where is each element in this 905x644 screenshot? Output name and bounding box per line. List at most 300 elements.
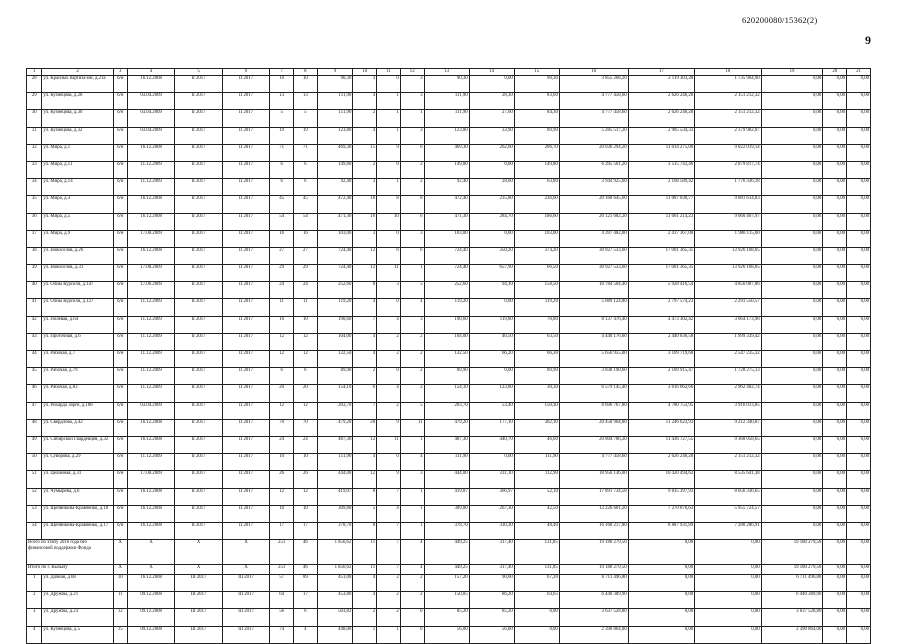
table-cell: 26	[270, 471, 294, 488]
table-cell: 11	[270, 299, 294, 316]
table-cell: 2 379 982,87	[695, 127, 761, 144]
table-cell: 2 626 246,28	[628, 93, 694, 110]
table-cell: 2	[400, 368, 424, 385]
table-cell: 09.12.2008	[127, 609, 174, 626]
table-cell: 0,00	[847, 127, 871, 144]
table-cell: 1	[400, 505, 424, 522]
table-cell: б/н	[113, 230, 127, 247]
table-cell: X	[222, 565, 269, 575]
table-cell: 17.08.2009	[127, 230, 174, 247]
table-cell: 251	[270, 540, 294, 565]
table-cell: 6	[400, 247, 424, 264]
table-cell: 0,00	[761, 76, 823, 93]
address-cell: ул. Мира, д.1	[42, 144, 113, 161]
table-cell: 66,30	[514, 351, 559, 368]
column-number: 4	[127, 69, 174, 76]
table-cell: 11.12.2009	[127, 179, 174, 196]
table-cell: II 2017	[175, 419, 222, 436]
address-cell: ул. Дружбы, д.21	[42, 592, 113, 609]
table-cell: 2 390 864,00	[761, 626, 823, 643]
table-cell: 6	[294, 161, 318, 178]
table-cell: 5	[294, 110, 318, 127]
address-cell: ул. Мира, д.11	[42, 161, 113, 178]
table-cell: 111,90	[317, 454, 353, 471]
address-cell: ул. Новоселов, д.31	[42, 265, 113, 282]
table-cell: II 2017	[175, 299, 222, 316]
table-cell: 4 440 176,00	[559, 333, 628, 350]
table-cell: 1 856,62	[317, 540, 353, 565]
table-cell: 10	[270, 505, 294, 522]
table-cell: 4	[353, 299, 377, 316]
table-cell: 0,00	[847, 316, 871, 333]
table-cell: 2	[400, 333, 424, 350]
table-cell: 9	[377, 471, 401, 488]
table-cell: 4	[353, 454, 377, 471]
table-cell: б/н	[113, 316, 127, 333]
table-cell: 1	[400, 110, 424, 127]
table-cell: 53,40	[469, 402, 514, 419]
table-cell: 111,90	[514, 454, 559, 471]
table-cell: 0,00	[761, 454, 823, 471]
table-cell: II 2017	[175, 505, 222, 522]
table-cell: 5	[270, 110, 294, 127]
table-cell: 46	[27, 385, 42, 402]
table-row	[27, 351, 871, 368]
table-cell: 158,50	[514, 282, 559, 299]
table-cell: 503,82	[317, 609, 353, 626]
table-cell: 33,90	[469, 127, 514, 144]
table-cell: 469,30	[317, 144, 353, 161]
table-cell: 150,85	[424, 592, 469, 609]
table-cell: б/н	[113, 282, 127, 299]
table-cell: 3	[400, 316, 424, 333]
table-cell: II 2017	[175, 247, 222, 264]
table-cell: 0	[377, 230, 401, 247]
table-cell: 84,30	[514, 110, 559, 127]
table-cell: 0,00	[695, 626, 761, 643]
table-cell: 33	[27, 161, 42, 178]
table-cell: X	[127, 540, 174, 565]
table-cell: 3 637 528,80	[559, 609, 628, 626]
table-cell: 0,00	[761, 505, 823, 522]
address-cell: ул. Кузнецова, д.32	[42, 127, 113, 144]
table-cell: 0,00	[847, 575, 871, 592]
table-cell: 3 515 743,46	[628, 161, 694, 178]
table-cell: X	[113, 565, 127, 575]
table-row	[27, 419, 871, 436]
table-cell: III 2017	[222, 609, 269, 626]
table-cell: 16.12.2008	[127, 575, 174, 592]
table-cell: 17.08.2009	[127, 471, 174, 488]
table-cell: 0,00	[823, 230, 847, 247]
table-cell: 4	[377, 316, 401, 333]
table-cell: 284,70	[469, 213, 514, 230]
address-cell: ул. Олны Курсели, д.147	[42, 282, 113, 299]
table-cell: 92,40	[424, 179, 469, 196]
table-cell: 0,00	[761, 247, 823, 264]
column-number: 9	[317, 69, 353, 76]
table-cell: б/н	[113, 454, 127, 471]
table-body	[27, 69, 871, 644]
table-cell: 0,00	[761, 471, 823, 488]
table-cell: 0,00	[761, 196, 823, 213]
table-cell: 0	[377, 368, 401, 385]
table-cell: 2 905 534,33	[628, 127, 694, 144]
table-cell: 0,00	[628, 575, 694, 592]
table-cell: 03.04.2009	[127, 93, 174, 110]
table-cell: 350,20	[469, 247, 514, 264]
column-number-row	[27, 69, 871, 76]
table-cell: 70	[294, 419, 318, 436]
table-cell: III 2017	[175, 626, 222, 643]
table-cell: 11	[377, 436, 401, 453]
table-cell: 27,60	[469, 110, 514, 127]
table-row	[27, 161, 871, 178]
table-cell: II 2017	[222, 419, 269, 436]
column-number: 11	[377, 69, 401, 76]
table-cell: 8	[353, 522, 377, 539]
table-cell: 0,00	[695, 540, 761, 565]
table-cell: 0,00	[823, 93, 847, 110]
table-cell: 0,00	[847, 265, 871, 282]
table-cell: 0	[377, 299, 401, 316]
table-cell: 302,10	[514, 419, 559, 436]
table-cell: 57	[270, 575, 294, 592]
table-cell: II 2017	[175, 282, 222, 299]
table-cell: 6 579 145,40	[559, 385, 628, 402]
table-cell: 4	[400, 565, 424, 575]
table-cell: 149,80	[317, 161, 353, 178]
table-cell: 131,85	[514, 540, 559, 565]
table-cell: 27	[294, 247, 318, 264]
table-cell: II 2017	[175, 471, 222, 488]
table-cell: 09.12.2008	[127, 626, 174, 643]
table-cell: II 2017	[222, 76, 269, 93]
table-cell: II 2017	[222, 385, 269, 402]
table-cell: 0,00	[628, 565, 694, 575]
table-cell: 0,00	[823, 110, 847, 127]
table-cell: 0,00	[761, 265, 823, 282]
table-row	[27, 247, 871, 264]
column-number: 12	[400, 69, 424, 76]
table-cell: 149,80	[514, 161, 559, 178]
table-cell: 0,00	[823, 368, 847, 385]
table-cell: 103,00	[424, 230, 469, 247]
table-cell: 6 711 496,80	[559, 575, 628, 592]
table-cell: 20 804 786,20	[559, 436, 628, 453]
table-cell: II 2017	[175, 265, 222, 282]
table-cell: 8 887 931,89	[628, 522, 694, 539]
table-cell: 3 838 190,60	[559, 368, 628, 385]
table-cell: 11	[353, 540, 377, 565]
table-cell: 0,00	[847, 213, 871, 230]
table-cell: 3	[377, 282, 401, 299]
table-cell: 4 777 458,60	[559, 454, 628, 471]
table-cell: 30,30	[514, 385, 559, 402]
table-cell: II 2017	[175, 76, 222, 93]
table-cell: 444,00	[317, 471, 353, 488]
table-cell: 6 440 389,90	[761, 592, 823, 609]
table-cell: 1 999 339,42	[695, 333, 761, 350]
table-cell: 8	[400, 196, 424, 213]
table-cell: 0,00	[823, 454, 847, 471]
table-cell: 203,70	[317, 402, 353, 419]
table-cell: 20 121 682,20	[559, 213, 628, 230]
table-cell: 30 927 533,60	[559, 265, 628, 282]
table-cell: 37	[27, 230, 42, 247]
table-cell: 1	[400, 522, 424, 539]
table-cell: 7	[377, 540, 401, 565]
table-cell: 0,00	[823, 127, 847, 144]
table-cell: III 2017	[175, 592, 222, 609]
table-cell: 2	[377, 402, 401, 419]
table-cell: 0,00	[469, 230, 514, 247]
table-row	[27, 299, 871, 316]
table-cell: II 2017	[222, 454, 269, 471]
table-cell: 317,40	[469, 540, 514, 565]
table-cell: 0,00	[847, 385, 871, 402]
table-cell: 0,00	[761, 110, 823, 127]
table-cell: 63,50	[514, 333, 559, 350]
table-cell: 3	[353, 76, 377, 93]
address-cell: ул. Рабочая, д.83	[42, 385, 113, 402]
table-cell: 89,90	[514, 368, 559, 385]
table-cell: 17	[294, 592, 318, 609]
table-cell: 2 547 235,32	[695, 351, 761, 368]
table-cell: 7	[353, 316, 377, 333]
table-cell: 11 061 214,23	[628, 213, 694, 230]
table-cell: 1	[353, 626, 377, 643]
table-cell: 8 056 336,65	[695, 488, 761, 505]
address-cell: ул. Мира, д.5	[42, 213, 113, 230]
table-cell: 10	[377, 213, 401, 230]
table-cell: 4	[294, 626, 318, 643]
table-cell: 16.12.2008	[127, 247, 174, 264]
table-cell: 20 458 964,80	[559, 419, 628, 436]
table-cell: 1	[377, 127, 401, 144]
table-cell: 111,90	[317, 93, 353, 110]
table-cell: 24	[294, 436, 318, 453]
table-cell: II 2017	[175, 368, 222, 385]
table-cell: 0,00	[823, 299, 847, 316]
table-cell: 0,00	[847, 522, 871, 539]
address-cell: ул. Свердлова, д.42	[42, 419, 113, 436]
table-cell: 85,20	[424, 609, 469, 626]
table-cell: 12	[294, 351, 318, 368]
table-cell: X	[175, 565, 222, 575]
table-cell: б/н	[113, 419, 127, 436]
table-cell: 89	[294, 575, 318, 592]
table-cell: 5 928 416,54	[628, 282, 694, 299]
table-row	[27, 505, 871, 522]
table-cell: 16.12.2008	[127, 488, 174, 505]
table-cell: 366,97	[469, 488, 514, 505]
table-cell: II 2017	[222, 299, 269, 316]
table-cell: X	[113, 540, 127, 565]
table-cell: 2 440 836,58	[628, 333, 694, 350]
address-cell: ул. Мира, д.3	[42, 196, 113, 213]
table-cell: 0,00	[469, 76, 514, 93]
table-cell: 132,50	[317, 351, 353, 368]
table-cell: 6 395 561,20	[559, 161, 628, 178]
table-cell: 0,00	[847, 196, 871, 213]
table-cell: II 2017	[222, 196, 269, 213]
table-cell: 0,00	[847, 333, 871, 350]
table-cell: 0,00	[514, 609, 559, 626]
table-cell: 177,10	[469, 419, 514, 436]
subtotal-row	[27, 565, 871, 575]
table-cell: 2 417 367,00	[628, 230, 694, 247]
table-cell: 13 926 168,05	[695, 265, 761, 282]
table-cell: 41	[27, 299, 42, 316]
table-cell: 3 616 662,66	[628, 385, 694, 402]
table-row	[27, 196, 871, 213]
table-cell: 8 696 767,80	[559, 402, 628, 419]
table-cell: 16.12.2008	[127, 76, 174, 93]
table-cell: б/н	[113, 333, 127, 350]
table-cell: 0,00	[823, 247, 847, 264]
table-cell: 11 436 727,55	[628, 436, 694, 453]
table-cell: 449,25	[424, 540, 469, 565]
table-cell: 6	[270, 161, 294, 178]
table-cell: 2	[353, 161, 377, 178]
table-cell: 24	[294, 282, 318, 299]
address-cell: ул. Кузнецова, д.30	[42, 110, 113, 127]
table-cell: 479,20	[317, 419, 353, 436]
table-cell: б/н	[113, 488, 127, 505]
table-cell: 4	[353, 333, 377, 350]
table-cell: 3 637 528,80	[761, 609, 823, 626]
table-cell: X	[175, 540, 222, 565]
table-cell: 16.12.2008	[127, 144, 174, 161]
table-cell: 104,00	[424, 333, 469, 350]
table-cell: II 2017	[222, 402, 269, 419]
table-cell: 0,00	[847, 368, 871, 385]
table-cell: 0,00	[761, 282, 823, 299]
table-cell: 5 955 724,57	[695, 505, 761, 522]
table-cell: 92,40	[317, 179, 353, 196]
table-cell: 35	[27, 196, 42, 213]
table-cell: II 2017	[222, 230, 269, 247]
table-cell: 440,70	[469, 436, 514, 453]
table-cell: 0,00	[761, 161, 823, 178]
table-cell: 111,90	[424, 93, 469, 110]
table-cell: 56,00	[424, 626, 469, 643]
table-cell: 0,00	[823, 144, 847, 161]
table-cell: 11.12.2009	[127, 454, 174, 471]
table-cell: 53	[27, 505, 42, 522]
table-row	[27, 265, 871, 282]
table-cell: 6	[294, 609, 318, 626]
table-cell: 17.06.2009	[127, 282, 174, 299]
table-cell: 206,70	[514, 144, 559, 161]
table-cell: 3 944 925,60	[559, 179, 628, 196]
table-cell: 1	[27, 575, 42, 592]
table-cell: 10	[270, 454, 294, 471]
table-cell: 16.12.2008	[127, 505, 174, 522]
table-cell: 17 001 365,35	[628, 247, 694, 264]
table-cell: 154,10	[317, 385, 353, 402]
table-row	[27, 179, 871, 196]
table-cell: 2 626 246,28	[628, 454, 694, 471]
table-cell: 330,30	[469, 522, 514, 539]
table-cell: 70,80	[514, 316, 559, 333]
table-cell: 0,00	[761, 316, 823, 333]
table-cell: II 2017	[222, 93, 269, 110]
table-cell: 2 962 482,74	[695, 385, 761, 402]
table-cell: 487,30	[424, 436, 469, 453]
table-cell: 448,00	[317, 626, 353, 643]
table-cell: 469,30	[424, 144, 469, 161]
table-cell: 9 368 058,65	[695, 436, 761, 453]
table-cell: 10	[294, 316, 318, 333]
table-cell: 724,40	[317, 265, 353, 282]
table-cell: II 2017	[175, 93, 222, 110]
table-cell: 2 109 915,47	[628, 368, 694, 385]
table-cell: 9 022 019,14	[695, 144, 761, 161]
table-cell: II 2017	[222, 144, 269, 161]
table-cell: 0	[377, 454, 401, 471]
table-cell: 0,00	[695, 609, 761, 626]
table-cell: 0,00	[823, 488, 847, 505]
table-cell: 2	[377, 351, 401, 368]
table-cell: 16	[353, 196, 377, 213]
table-cell: 0,00	[469, 299, 514, 316]
table-cell: 13 926 168,05	[695, 247, 761, 264]
table-cell: 724,40	[424, 247, 469, 264]
table-cell: 50	[27, 454, 42, 471]
column-number: 19	[761, 69, 823, 76]
table-cell: 453,80	[317, 592, 353, 609]
table-cell: 6	[400, 213, 424, 230]
table-cell: 64	[270, 592, 294, 609]
table-cell: 0,00	[847, 76, 871, 93]
table-cell: 1 728 275,13	[695, 368, 761, 385]
table-cell: 31	[27, 127, 42, 144]
table-cell: 0,00	[823, 196, 847, 213]
table-cell: 0,00	[823, 179, 847, 196]
table-cell: б/н	[113, 93, 127, 110]
table-cell: 28,60	[469, 179, 514, 196]
table-cell: 4	[400, 454, 424, 471]
table-cell: 4	[400, 540, 424, 565]
table-cell: 52,10	[514, 488, 559, 505]
table-cell: б/н	[113, 299, 127, 316]
table-cell: 2	[400, 592, 424, 609]
table-row	[27, 213, 871, 230]
table-cell: 0,00	[847, 609, 871, 626]
table-cell: 190,60	[317, 316, 353, 333]
column-number: 1	[27, 69, 42, 76]
table-cell: 03.04.2009	[127, 402, 174, 419]
table-cell: 0,00	[823, 402, 847, 419]
column-number: 10	[353, 69, 377, 76]
document-code: 620200080/15362(2)	[742, 15, 818, 25]
table-cell: 378,70	[424, 522, 469, 539]
table-cell: 267,30	[469, 505, 514, 522]
table-cell: б/н	[113, 351, 127, 368]
table-cell: 2	[400, 575, 424, 592]
table-cell: 89,90	[317, 368, 353, 385]
table-cell: 17.08.2009	[127, 265, 174, 282]
table-cell: 2 797 574,23	[628, 299, 694, 316]
table-cell: 2	[377, 609, 401, 626]
table-cell: 0,00	[761, 488, 823, 505]
table-cell: II 2017	[222, 247, 269, 264]
table-row	[27, 488, 871, 505]
table-cell: 11 014 275,06	[628, 144, 694, 161]
table-cell: 8	[377, 196, 401, 213]
